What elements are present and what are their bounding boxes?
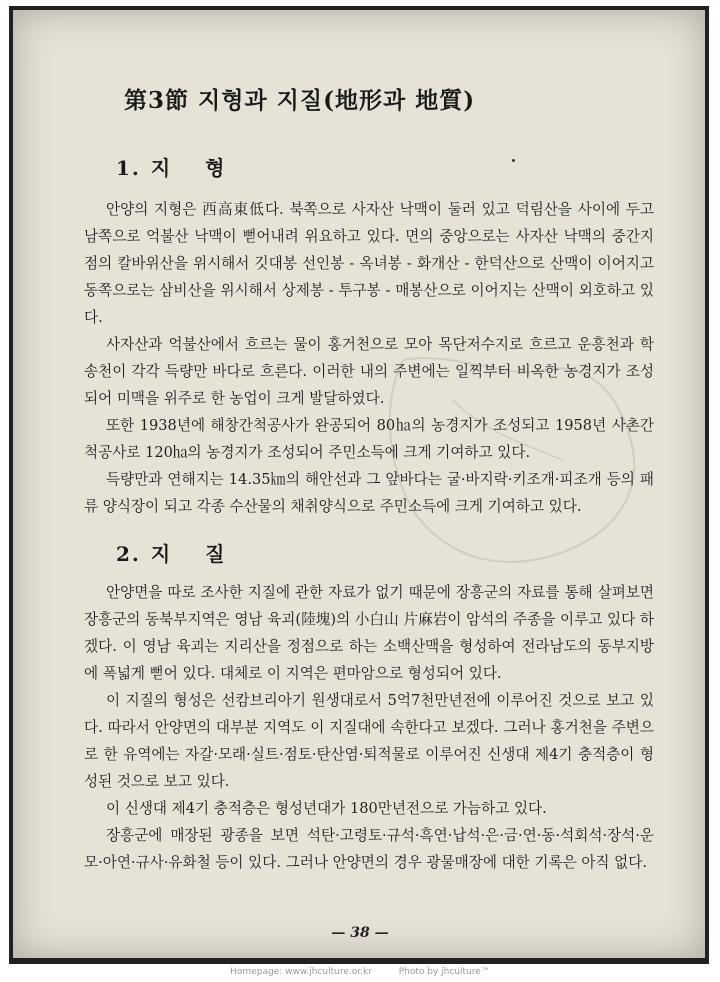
paragraph: 득량만과 연해지는 14.35㎞의 해안선과 그 앞바다는 굴·바지락·키조개·피조개 등의 패류 양식장이 되고 각종 수산물의 채취양식으로 주민소득에 크게 기여하고 있다. (84, 471, 654, 515)
subsection-number: 1. (116, 156, 141, 180)
photo-credit: Photo by jhculture™ (398, 967, 490, 977)
subsection-heading-geology (116, 538, 239, 567)
geology-text (84, 579, 654, 876)
topography-text (84, 196, 654, 520)
paragraph: 안양의 지형은 西高東低다. 북쪽으로 사자산 낙맥이 둘러 있고 덕림산을 사이에 두고 남쪽으로 억불산 낙맥이 뻗어내려 위요하고 있다. 면의 중앙으로는 사자산 낙맥의 중간지점의 칼바위산을 위시해서 깃대봉 선인봉 - 옥녀봉 - 화개산 - 한덕산으로 산맥이 이어지고 동쪽으로는 삼비산을 위시해서 상제봉 - 투구봉 - 매봉산으로 이어지는 산맥이 외호하고 있다. (84, 201, 654, 326)
section-title: 第3節 지형과 지질(地形과 地質) (124, 87, 476, 114)
subsection-title: 지 형 (150, 156, 239, 180)
paragraph: 사자산과 억불산에서 흐르는 물이 홍거천으로 모아 목단저수지로 흐르고 운흥천과 학송천이 각각 득량만 바다로 흐른다. 이러한 내의 주변에는 일찍부터 비옥한 농경지가 조성되어 미맥을 위주로 한 농업이 크게 발달하였다. (84, 336, 654, 407)
subsection-heading-topography (116, 152, 239, 181)
homepage-link[interactable]: Homepage: www.jhculture.or.kr (230, 967, 372, 977)
decorative-dot (512, 159, 515, 162)
footer (0, 967, 720, 977)
paragraph: 안양면을 따로 조사한 지질에 관한 자료가 없기 때문에 장흥군의 자료를 통해 살펴보면 장흥군의 동북부지역은 영남 육괴(陸塊)의 小白山 片麻岩이 암석의 주종을 이루고 있다 하겠다. 이 영남 육괴는 지리산을 정점으로 하는 소백산맥을 형성하여 전라남도의 동부지방에 폭넓게 뻗어 있다. 대체로 이 지역은 편마암으로 형성되어 있다. (84, 584, 654, 682)
paragraph: 또한 1938년에 해창간척공사가 완공되어 80㏊의 농경지가 조성되고 1958년 사촌간척공사로 120㏊의 농경지가 조성되어 주민소득에 크게 기여하고 있다. (84, 417, 654, 461)
subsection-number: 2. (116, 542, 141, 566)
subsection-title: 지 질 (150, 542, 239, 566)
paragraph: 장흥군에 매장된 광종을 보면 석탄·고령토·규석·흑연·납석·은·금·연·동·석회석·장석·운모·아연·규사·유화철 등이 있다. 그러나 안양면의 경우 광물매장에 대한 기록은 아직 없다. (84, 827, 654, 871)
paragraph: 이 신생대 제4기 충적층은 형성년대가 180만년전으로 가늠하고 있다. (106, 800, 547, 817)
paragraph: 이 지질의 형성은 선캄브리아기 원생대로서 5억7천만년전에 이루어진 것으로 보고 있다. 따라서 안양면의 대부분 지역도 이 지질대에 속한다고 보겠다. 그러나 홍거천을 주변으로 한 유역에는 자갈·모래·실트·점토·탄산염·퇴적물로 이루어진 신생대 제4기 충적층이 형성된 것으로 보고 있다. (84, 692, 654, 790)
page-number: — 38 — (331, 925, 389, 941)
